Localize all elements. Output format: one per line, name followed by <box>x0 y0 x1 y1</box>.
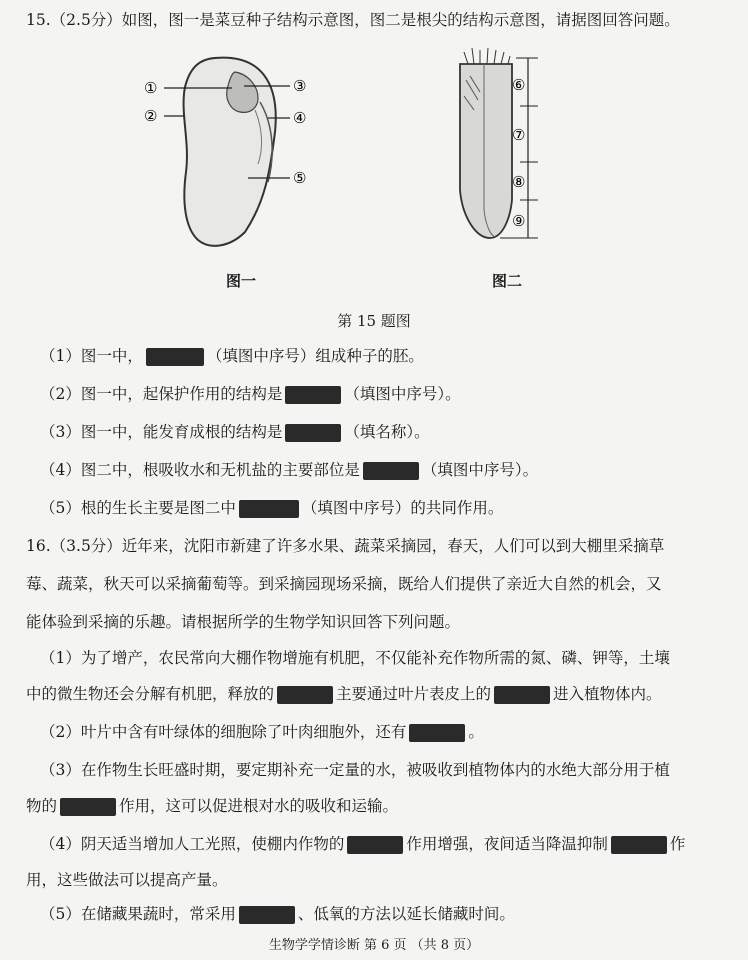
q16-intro-2: 莓、蔬菜，秋天可以采摘葡萄等。到采摘园现场采摘，既给人们提供了亲近大自然的机会，又 <box>26 575 662 593</box>
q16-1-line1: （1）为了增产，农民常向大棚作物增施有机肥，不仅能补充作物所需的氮、磷、钾等，土壤 <box>40 649 670 667</box>
fig2-label-9: ⑨ <box>512 212 526 230</box>
page-footer: 生物学学情诊断 第 6 页 （共 8 页） <box>268 938 480 953</box>
redacted-answer <box>347 836 403 854</box>
q15-item-1: （1）图一中， （填图中序号）组成种子的胚。 <box>40 347 424 365</box>
redacted-answer <box>285 386 341 404</box>
redacted-answer <box>363 462 419 480</box>
q16-2: （2）叶片中含有叶绿体的细胞除了叶肉细胞外，还有 。 <box>40 723 484 741</box>
bean-seed-diagram <box>140 52 340 252</box>
q15-item-4: （4）图二中，根吸收水和无机盐的主要部位是 （填图中序号）。 <box>40 461 539 479</box>
redacted-answer <box>494 686 550 704</box>
q16-intro-1: 16.（3.5分）近年来，沈阳市新建了许多水果、蔬菜采摘园，春天，人们可以到大棚里采摘草 <box>26 537 665 555</box>
fig2-label-7: ⑦ <box>512 126 526 144</box>
redacted-answer <box>239 906 295 924</box>
fig1-label-3: ③ <box>293 77 307 95</box>
q15-item-2: （2）图一中，起保护作用的结构是 （填图中序号）。 <box>40 385 461 403</box>
q16-1-line2: 中的微生物还会分解有机肥，释放的 主要通过叶片表皮上的 进入植物体内。 <box>26 685 662 703</box>
fig2-label-8: ⑧ <box>512 173 526 191</box>
root-tip-diagram <box>450 40 560 246</box>
q15-item-5: （5）根的生长主要是图二中 （填图中序号）的共同作用。 <box>40 499 504 517</box>
fig1-label-5: ⑤ <box>293 169 307 187</box>
q16-intro-3: 能体验到采摘的乐趣。请根据所学的生物学知识回答下列问题。 <box>26 613 461 631</box>
q16-3-line2: 物的 作用，这可以促进根对水的吸收和运输。 <box>26 797 399 815</box>
fig1-caption: 图一 <box>226 272 257 290</box>
fig1-label-4: ④ <box>293 109 307 127</box>
q15-header: 15.（2.5分）如图，图一是菜豆种子结构示意图，图二是根尖的结构示意图，请据图回答问题。 <box>26 11 680 29</box>
q16-5: （5）在储藏果蔬时，常采用 、低氧的方法以延长储藏时间。 <box>40 905 515 923</box>
fig1-label-2: ② <box>144 107 158 125</box>
q15-item-3: （3）图一中，能发育成根的结构是 （填名称）。 <box>40 423 430 441</box>
q16-4-line2: 用，这些做法可以提高产量。 <box>26 871 228 889</box>
redacted-answer <box>60 798 116 816</box>
figure-title: 第 15 题图 <box>337 312 411 330</box>
redacted-answer <box>239 500 299 518</box>
fig2-caption: 图二 <box>492 272 523 290</box>
q16-3-line1: （3）在作物生长旺盛时期，要定期补充一定量的水，被吸收到植物体内的水绝大部分用于植 <box>40 761 670 779</box>
redacted-answer <box>409 724 465 742</box>
fig2-label-6: ⑥ <box>512 76 526 94</box>
q16-4-line1: （4）阴天适当增加人工光照，使棚内作物的 作用增强，夜间适当降温抑制 作 <box>40 835 686 853</box>
redacted-answer <box>611 836 667 854</box>
fig1-label-1: ① <box>144 79 158 97</box>
redacted-answer <box>285 424 341 442</box>
redacted-answer <box>146 348 204 366</box>
redacted-answer <box>277 686 333 704</box>
